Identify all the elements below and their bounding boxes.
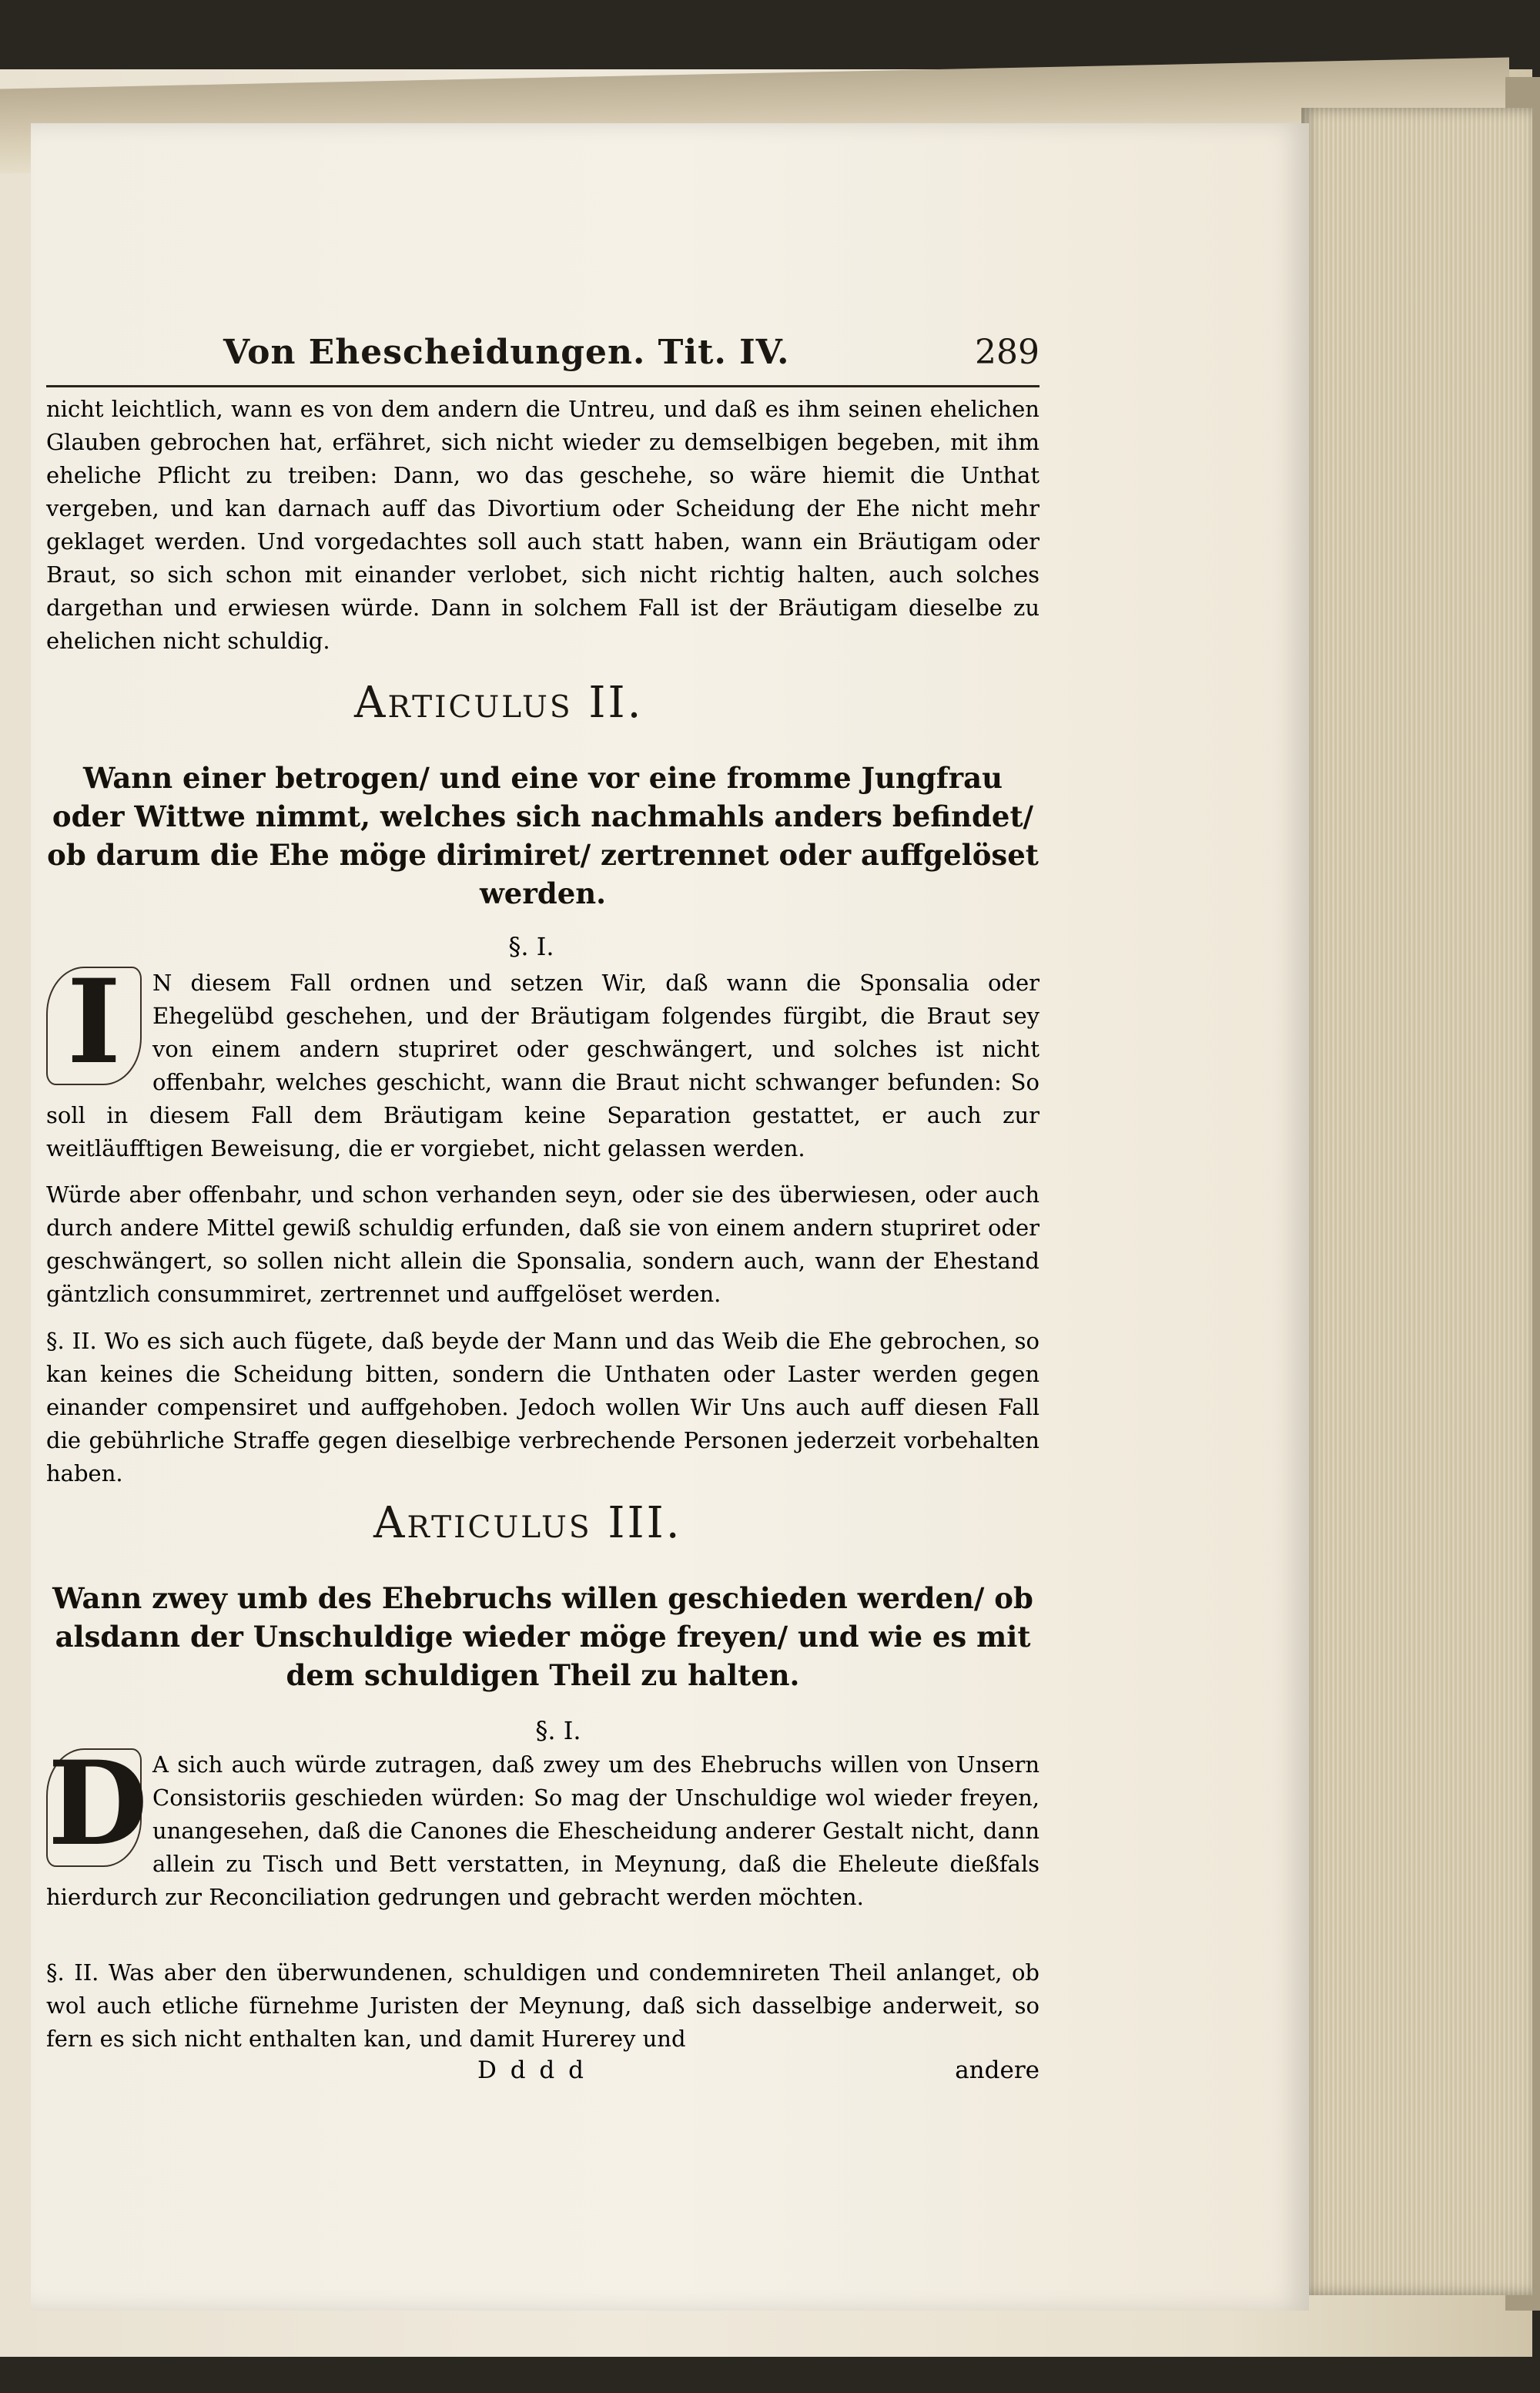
page-number: 289	[975, 333, 1040, 372]
article-2-paragraph-2-text: Würde aber offenbahr, und schon verhanden seyn, oder sie des überwiesen, oder auch durch andere Mittel gewiß schuldig erfunden, daß sie von einem andern stupriret oder geschwängert, so sollen nicht allein die Sponsalia, sondern auch, wann der Ehestand gäntzlich consummiret, zertrennet und auffgelöset werden.	[46, 1181, 1040, 1307]
article-3-heading: Articulus III.	[373, 1498, 682, 1548]
article-2-heading: Articulus II.	[354, 678, 644, 728]
article-2-paragraph-2	[46, 1178, 1040, 1311]
page-stack-edge	[1301, 108, 1532, 2295]
article-3-section-mark: §. I.	[535, 1716, 581, 1745]
page-footer	[46, 2056, 1040, 2095]
article-2-section-2-text: §. II. Wo es sich auch fügete, daß beyde der Mann und das Weib die Ehe gebrochen, so kan keines die Scheidung bitten, sondern die Unthaten oder Laster werden gegen einander compensiret und auffgehoben. Jedoch wollen Wir Uns auch auff diesen Fall die gebührliche Straffe gegen dieselbige verbrechende Personen jederzeit vorbehalten haben.	[46, 1328, 1040, 1486]
article-2-subtitle: Wann einer betrogen/ und eine vor eine fromme Jungfrau oder Wittwe nimmt, welches sich nachmahls anders befindet/ ob darum die Ehe möge dirimiret/ zertrennet oder auffgelöset werden.	[47, 761, 1039, 910]
article-2-section-2	[46, 1325, 1040, 1490]
header-rule	[46, 385, 1040, 387]
article-3-section-1-text: A sich auch würde zutragen, daß zwey um des Ehebruchs willen von Unsern Consistoriis geschieden würden: So mag der Unschuldige wol wieder freyen, unangesehen, daß die Canones die Ehescheidung anderer Gestalt nicht, dann allein zu Tisch und Bett verstatten, in Meynung, daß die Eheleute dießfals hierdurch zur Reconciliation gedrungen und gebracht werden möchten.	[46, 1751, 1040, 1910]
article-3-section-1	[46, 1736, 1040, 1914]
signature-mark: D d d d	[477, 2056, 587, 2084]
article-2-section-1	[46, 954, 1040, 1165]
article-3-section-2-text: §. II. Was aber den überwundenen, schuldigen und condemnireten Theil anlanget, ob wol auch etliche fürnehme Juristen der Meynung, daß sich dasselbige anderweit, so fern es sich nicht enthalten kan, und damit Hurerey und	[46, 1959, 1040, 2052]
opening-paragraph: nicht leichtlich, wann es von dem andern die Untreu, und daß es ihm seinen ehelichen Glauben gebrochen hat, erfähret, sich nicht wieder zu demselbigen begeben, mit ihm eheliche Pflicht zu treiben: Dann, wo das geschehe, so wäre hiemit die Unthat vergeben, und kan darnach auff das Divortium oder Scheidung der Ehe nicht mehr geklaget werden. Und vorgedachtes soll auch statt haben, wann ein Bräutigam oder Braut, so sich schon mit einander verlobet, sich nicht richtig halten, auch solches dargethan und erwiesen würde. Dann in solchem Fall ist der Bräutigam dieselbe zu ehelichen nicht schuldig.	[46, 396, 1040, 654]
article-2-section-mark: §. I.	[508, 932, 554, 961]
article-2-section-1-text: N diesem Fall ordnen und setzen Wir, daß wann die Sponsalia oder Ehegelübd geschehen, und der Bräutigam folgendes fürgibt, die Braut sey von einem andern stupriret oder geschwängert, und solches ist nicht offenbahr, welches geschicht, wann die Braut nicht schwanger befunden: So soll in diesem Fall dem Bräutigam keine Separation gestattet, er auch zur weitläufftigen Beweisung, die er vorgiebet, nicht gelassen werden.	[46, 970, 1040, 1161]
running-header	[223, 333, 1040, 387]
decorated-initial-i: I	[46, 967, 142, 1085]
article-3-subtitle: Wann zwey umb des Ehebruchs willen geschieden werden/ ob alsdann der Unschuldige wieder möge freyen/ und wie es mit dem schuldigen Theil zu halten.	[52, 1581, 1033, 1692]
catchword: andere	[955, 2056, 1040, 2084]
running-title: Von Ehescheidungen. Tit. IV.	[223, 333, 790, 372]
article-3-section-2	[46, 1956, 1040, 2056]
decorated-initial-d: D	[48, 1736, 149, 1872]
